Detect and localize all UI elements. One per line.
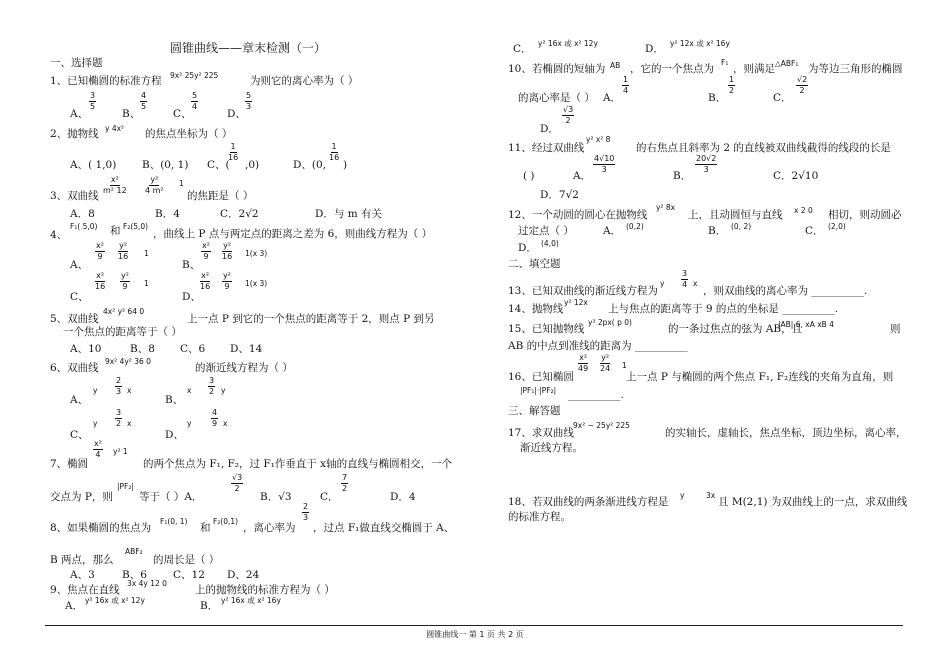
q6-option-b: B、: [165, 394, 184, 406]
q6-c-x: x: [127, 419, 132, 428]
q13-y: y: [660, 279, 665, 288]
q3-option-c: C．2√2: [220, 208, 259, 220]
q5-option-b: B、8: [130, 343, 155, 355]
q4-c-frac-x: $\frac{\text{x²}}{16}$: [95, 271, 106, 291]
q17-tail: 的实轴长，虚轴长，焦点坐标，顶边坐标，离心率，: [665, 427, 907, 439]
q8-option-a: A、3: [70, 569, 95, 581]
q9-option-b: B．: [200, 600, 219, 612]
q4-focus-1: F₁( 5,0): [70, 222, 98, 231]
q8-text: 8、如果椭圆的焦点为: [50, 522, 152, 534]
q10-frac-d: $\frac{√3}{2}$: [563, 105, 574, 125]
q16-product: |PF₁|·|PF₂|: [520, 386, 557, 395]
q5-option-a: A、10: [70, 343, 102, 355]
q17-equation: 9x² − 25y² 225: [573, 421, 630, 430]
q16-blank: __________.: [568, 389, 624, 401]
q10-option-c: C．: [773, 92, 792, 104]
q5-equation: 4x² y² 64 0: [103, 307, 145, 316]
q11-equation: y² x² 8: [586, 135, 611, 144]
q2-option-a: A、( 1,0): [70, 159, 117, 171]
q7-frac-c: $\frac{7}{2}$: [342, 473, 348, 493]
q9-text: 9、焦点在直线: [50, 584, 120, 596]
q10-frac-b: $\frac{1}{2}$: [729, 75, 735, 95]
q5-option-c: C、6: [180, 343, 206, 355]
q8-triangle: ABF₂: [125, 547, 143, 556]
q2-option-d: D、(0,: [293, 159, 327, 171]
q18-tail: 且 M(2,1) 为双曲线上的一点，求双曲线: [718, 496, 908, 508]
q10-ab: AB: [610, 61, 621, 70]
q12-option-a-value: (0,2): [626, 222, 644, 231]
q6-tail: 的渐近线方程为（ ）: [195, 362, 293, 374]
q7-frac: $\frac{\text{x²}}{4}$: [94, 439, 102, 459]
q6-option-d: D、: [165, 429, 184, 441]
q4-b-frac-y: $\frac{\text{y²}}{16}$: [222, 241, 233, 261]
q15-tail-2: 则: [890, 323, 901, 335]
q9-tail: 上的抛物线的标准方程为（ ）: [195, 584, 335, 596]
q9-option-d: D．: [645, 43, 664, 55]
q13-x: x: [693, 279, 698, 288]
q4-b-frac-x: $\frac{\text{x²}}{9}$: [202, 241, 210, 261]
q1-option-b: B、: [122, 108, 141, 120]
section-answer-heading: 三、解答题: [508, 405, 561, 417]
q8-option-b: B、6: [122, 569, 147, 581]
q6-equation: 9x² 4y² 36 0: [105, 357, 151, 366]
q4-b-cond: 1(x 3): [245, 249, 268, 258]
q14-equation: y² 12x: [564, 298, 588, 307]
q11-option-c: C．2√10: [773, 170, 819, 182]
q6-d-x: x: [223, 419, 228, 428]
q13-tail: ，则双曲线的离心率为 __________.: [703, 285, 868, 297]
q3-one: 1: [179, 179, 184, 188]
q12-line-equation: x 2 0: [794, 206, 813, 215]
q4-a-frac-y: $\frac{\text{y²}}{16}$: [118, 241, 129, 261]
q8-option-d: D、24: [227, 569, 260, 581]
q3-tail: 的焦距是（ ）: [187, 190, 254, 202]
q3-option-d: D．与 m 有关: [315, 208, 383, 220]
q1-frac-c: $\frac{5}{4}$: [192, 91, 198, 111]
q3-option-a: A．8: [70, 208, 95, 220]
q9-option-b-eq: y² 16x 或 x² 16y: [221, 596, 281, 605]
q6-c-frac: $\frac{3}{2}$: [116, 408, 122, 428]
q6-option-a: A、: [70, 394, 89, 406]
q6-d-frac: $\frac{4}{9}$: [212, 408, 218, 428]
q1-equation: 9x² 25y² 225: [170, 71, 219, 80]
q2-equation: y 4x²: [105, 124, 125, 133]
q9-option-a: A．: [65, 600, 84, 612]
page-footer: 圆锥曲线一 第 1 页 共 2 页: [426, 630, 524, 639]
q12-text: 12、一个动圆的圆心在抛物线: [508, 209, 648, 221]
q16-frac-x: $\frac{\text{x²}}{49}$: [578, 353, 589, 373]
q2-option-c-close: ,0): [245, 159, 260, 171]
q7-tail-2: 等于（ ）A．: [139, 491, 203, 503]
q8-option-c: C、12: [173, 569, 205, 581]
q6-b-x: x: [187, 386, 192, 395]
q6-a-frac: $\frac{2}{3}$: [116, 376, 122, 396]
q12-option-b-value: (0, 2): [731, 222, 752, 231]
q8-and: 和: [200, 522, 211, 534]
q9-option-c: C．: [513, 43, 532, 55]
q18-text: 18、若双曲线的两条渐进线方程是: [508, 496, 669, 508]
q11-tail: 的右焦点且斜率为 2 的直线被双曲线截得的线段的长是: [636, 142, 891, 154]
q12-line-2: 过定点（ ）: [518, 225, 574, 237]
q13-text: 13、已知双曲线的渐近线方程为: [508, 285, 658, 297]
q15-text: 15、已知抛物线: [508, 323, 585, 335]
q2-tail: 的焦点坐标为（ ）: [145, 128, 233, 140]
page-title: 圆锥曲线——章末检测（一）: [170, 41, 327, 55]
q1-option-d: D、: [227, 108, 246, 120]
q10-option-d: D．: [540, 123, 559, 135]
q15-condition: |AB| 6, xA xB 4: [778, 320, 834, 329]
q6-c-y: y: [93, 419, 98, 428]
q11-option-d: D．7√2: [540, 189, 579, 201]
q10-tail-2: 为等边三角形的椭圆: [808, 63, 903, 75]
q4-a-frac-x: $\frac{\text{x²}}{9}$: [96, 241, 104, 261]
q9-option-c-eq: y² 16x 或 x² 12y: [538, 39, 598, 48]
q16-tail: 上一点 P 与椭圆的两个焦点 F₁, F₂连线的夹角为直角，则: [626, 371, 894, 383]
q11-option-b: B．: [673, 170, 692, 182]
q6-option-c: C、: [70, 429, 89, 441]
q4-number: 4、: [50, 229, 68, 241]
q7-equation: y² 1: [113, 447, 128, 456]
q12-option-d-value: (4,0): [541, 239, 559, 248]
q17-line-2: 渐近线方程。: [520, 442, 583, 454]
q10-tail: ，则满足: [733, 63, 775, 75]
q10-triangle: △ABF₁: [775, 59, 799, 68]
q1-text: 1、已知椭圆的标准方程: [50, 75, 162, 87]
q4-and: 和: [110, 225, 121, 237]
q8-focus-1: F₁(0, 1): [160, 517, 188, 526]
q5-tail-2: 一个焦点的距离等于（ ）: [63, 326, 182, 338]
q2-option-c: C、(: [207, 159, 230, 171]
q12-tail-2: 相切，则动圆必: [828, 209, 902, 221]
q6-a-x: x: [127, 386, 132, 395]
q11-frac-b: $\frac{20√2}{3}$: [696, 154, 717, 174]
q15-line-2: AB 的中点到准线的距离为 __________: [508, 340, 688, 352]
right-column: [508, 0, 950, 640]
q4-option-c: C、: [70, 291, 89, 303]
q17-text: 17、求双曲线: [508, 427, 574, 439]
q4-d-cond: 1(x 3): [245, 279, 268, 288]
q1-option-a: A、: [70, 108, 89, 120]
q5-option-d: D、14: [230, 343, 263, 355]
q10-frac-c: $\frac{√2}{2}$: [797, 75, 808, 95]
q4-d-frac-y: $\frac{\text{y²}}{9}$: [223, 271, 231, 291]
q14-tail: 上与焦点的距离等于 9 的点的坐标是 __________.: [608, 303, 839, 315]
q11-line-2: ( ): [523, 170, 535, 182]
q11-option-a: A．: [573, 170, 592, 182]
section-fill-heading: 二、填空题: [508, 258, 561, 270]
q8-frac-e: $\frac{2}{3}$: [303, 502, 309, 522]
q10-text: 10、若椭圆的短轴为: [508, 63, 606, 75]
q2-frac-d: $\frac{1}{16}$: [329, 142, 340, 162]
q16-frac-y: $\frac{\text{y²}}{24}$: [600, 353, 611, 373]
q10-mid: ，它的一个焦点为: [630, 63, 714, 75]
q12-option-b: B．: [708, 225, 727, 237]
q7-frac-a: $\frac{√3}{2}$: [232, 473, 243, 493]
q7-pf2: |PF₂|: [117, 482, 134, 491]
q1-option-c: C、: [173, 108, 192, 120]
q10-option-a: A．: [603, 92, 622, 104]
q6-b-frac: $\frac{3}{2}$: [209, 376, 215, 396]
q12-tail: 上，且动圆恒与直线: [688, 209, 783, 221]
q2-frac-c: $\frac{1}{16}$: [228, 142, 239, 162]
q7-text: 7、椭圆: [50, 458, 89, 470]
q5-tail: 上一点 P 到它的一个焦点的距离等于 2，则点 P 到另: [187, 313, 435, 325]
q3-text: 3、双曲线: [50, 190, 99, 202]
q18-line-2: 的标准方程。: [508, 511, 571, 523]
q8-mid: ，离心率为: [243, 522, 296, 534]
q1-tail: 为则它的离心率为（ ）: [250, 75, 359, 87]
q1-frac-b: $\frac{4}{5}$: [141, 91, 147, 111]
q3-frac-y: $\frac{\text{y²}}{\text{4 m²}}$: [145, 175, 164, 195]
q8-tail: ，过点 F₁做直线交椭圆于 A、: [313, 522, 455, 534]
q7-option-b: B．√3: [260, 491, 292, 503]
q16-text: 16、已知椭圆: [508, 371, 574, 383]
q10-frac-a: $\frac{1}{4}$: [623, 75, 629, 95]
section-choice-heading: 一、选择题: [50, 57, 103, 69]
q7-tail: 的两个焦点为 F₁, F₂，过 F₁作垂直于 x轴的直线与椭圆相交，一个: [143, 458, 453, 470]
q14-text: 14、抛物线: [508, 303, 564, 315]
q7-option-d: D．4: [390, 491, 416, 503]
q12-option-d: D．: [518, 242, 537, 254]
q5-text: 5、双曲线: [50, 313, 99, 325]
q8-line-2: B 两点，那么: [50, 554, 114, 566]
q9-option-d-eq: y² 12x 或 x² 16y: [670, 39, 730, 48]
q9-option-a-eq: y² 16x 或 x² 12y: [85, 596, 145, 605]
q10-line-2: 的离心率是（ ）: [518, 92, 595, 104]
q4-text: ，曲线上 P 点与两定点的距离之差为 6，则曲线方程为（ ）: [153, 228, 433, 240]
q4-option-d: D、: [182, 291, 201, 303]
q4-c-one: 1: [144, 279, 149, 288]
q4-a-one: 1: [144, 249, 149, 258]
q6-text: 6、双曲线: [50, 362, 99, 374]
q12-equation: y² 8x: [656, 203, 676, 212]
q4-d-frac-x: $\frac{\text{x²}}{16}$: [200, 271, 211, 291]
q2-text: 2、抛物线: [50, 128, 99, 140]
q3-frac-x: $\frac{\text{x²}}{\text{m² 12}}$: [103, 175, 127, 195]
q9-equation: 3x 4y 12 0: [127, 579, 167, 588]
footer-divider: [45, 625, 903, 626]
q13-frac: $\frac{3}{4}$: [682, 269, 688, 289]
q11-frac-a: $\frac{4√10}{3}$: [594, 154, 615, 174]
q16-one: 1: [622, 361, 627, 370]
q4-option-b: B、: [182, 259, 201, 271]
q7-option-c: C．: [320, 491, 339, 503]
q8-focus-2: F₂(0,1): [213, 517, 239, 526]
q8-tail-2: 的周长是（ ）: [153, 554, 220, 566]
q15-tail: 的一条过焦点的弦为 AB，且: [668, 323, 803, 335]
q1-frac-a: $\frac{3}{5}$: [90, 91, 96, 111]
q2-option-b: B、(0, 1): [142, 159, 189, 171]
q4-option-a: A、: [70, 259, 89, 271]
q12-option-a: A．: [603, 225, 622, 237]
q4-c-frac-y: $\frac{\text{y²}}{9}$: [121, 271, 129, 291]
q18-equation: 3x: [706, 491, 716, 500]
q6-d-y: y: [187, 419, 192, 428]
q18-y: y: [680, 491, 685, 500]
q12-option-c: C．: [805, 225, 824, 237]
q6-a-y: y: [93, 386, 98, 395]
q2-option-d-close: ): [343, 159, 348, 171]
q10-option-b: B．: [708, 92, 727, 104]
left-column: [45, 0, 495, 640]
q1-frac-d: $\frac{5}{3}$: [246, 91, 252, 111]
q4-focus-2: F₂(5,0): [123, 222, 149, 231]
q7-line-2: 交点为 P，则: [50, 491, 113, 503]
q10-f1: F₁: [721, 58, 729, 67]
q12-option-c-value: (2,0): [828, 222, 846, 231]
q3-option-b: B．4: [155, 208, 180, 220]
q6-b-y: y: [221, 386, 226, 395]
q11-text: 11、经过双曲线: [508, 142, 585, 154]
q15-equation: y² 2px( p 0): [588, 318, 632, 327]
